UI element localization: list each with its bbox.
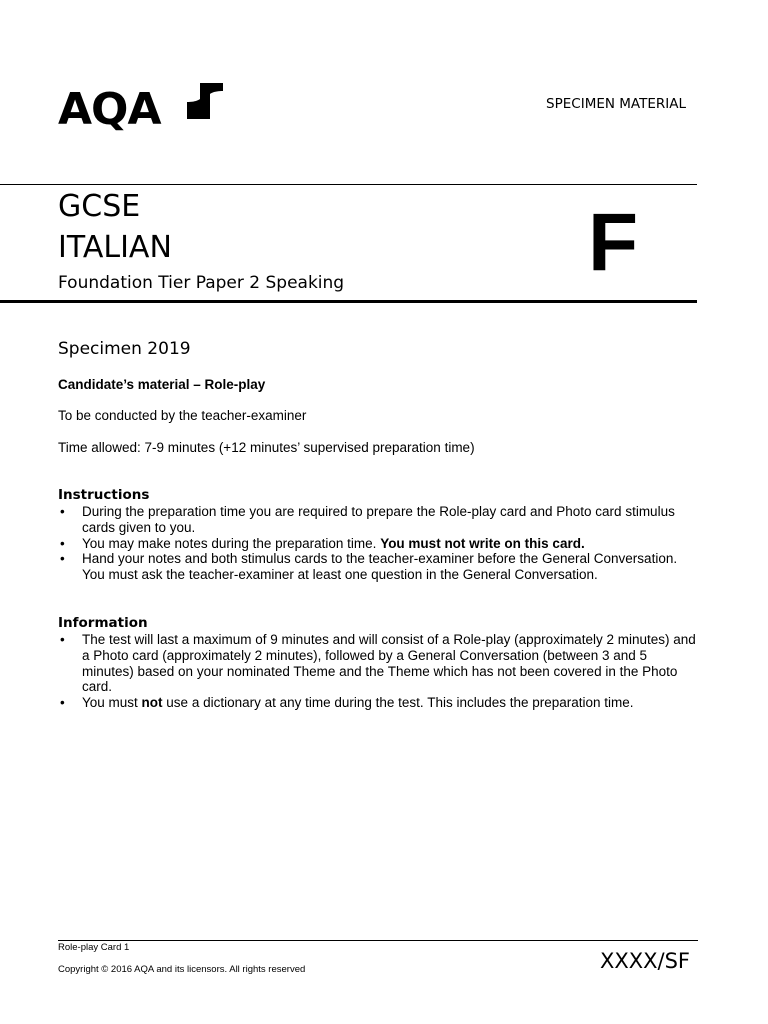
instructions-heading: Instructions xyxy=(58,487,150,503)
footer-rule xyxy=(58,940,698,941)
paper-code: XXXX/SF xyxy=(599,949,690,973)
list-item: • Hand your notes and both stimulus cards to the teacher-examiner before the General Conversation. You must ask the teacher-examiner at least one question in the General Conversation. xyxy=(58,551,698,583)
copyright-text: Copyright © 2016 AQA and its licensors. All rights reserved xyxy=(58,964,306,975)
specimen-material-label: SPECIMEN MATERIAL xyxy=(546,96,686,112)
tier-letter: F xyxy=(588,197,639,288)
time-allowed-text: Time allowed: 7-9 minutes (+12 minutes’ supervised preparation time) xyxy=(58,440,475,455)
warning-text: You must not write on this card. xyxy=(380,535,585,551)
logo-text: AQA xyxy=(58,84,161,135)
card-label: Role-play Card 1 xyxy=(58,942,130,953)
candidate-material-heading: Candidate’s material – Role-play xyxy=(58,377,266,392)
instructions-list xyxy=(58,504,698,583)
list-item: • During the preparation time you are required to prepare the Role-play card and Photo card stimulus cards given to you. xyxy=(58,504,698,536)
information-heading: Information xyxy=(58,615,148,631)
header-rule xyxy=(0,184,697,185)
conducted-by-text: To be conducted by the teacher-examiner xyxy=(58,408,307,423)
qualification-title: GCSE xyxy=(58,189,141,224)
list-item: • You must not use a dictionary at any time during the test. This includes the preparation time. xyxy=(58,695,698,711)
specimen-year: Specimen 2019 xyxy=(58,339,191,359)
list-item: • The test will last a maximum of 9 minutes and will consist of a Role-play (approximately 2 minutes) and a Photo card (approximately 2 minutes), followed by a General Conversation (between 3 and 5 minutes) based on your nominated Theme and the Theme which has not been covered in the Photo card. xyxy=(58,632,698,695)
aqa-logo xyxy=(58,82,228,140)
paper-subtitle: Foundation Tier Paper 2 Speaking xyxy=(58,273,345,293)
aqa-logo-mark-icon xyxy=(186,82,224,120)
information-list xyxy=(58,632,698,711)
list-item: • You may make notes during the preparation time. You must not write on this card. xyxy=(58,536,698,552)
title-rule xyxy=(0,300,697,303)
subject-title: ITALIAN xyxy=(58,230,172,265)
